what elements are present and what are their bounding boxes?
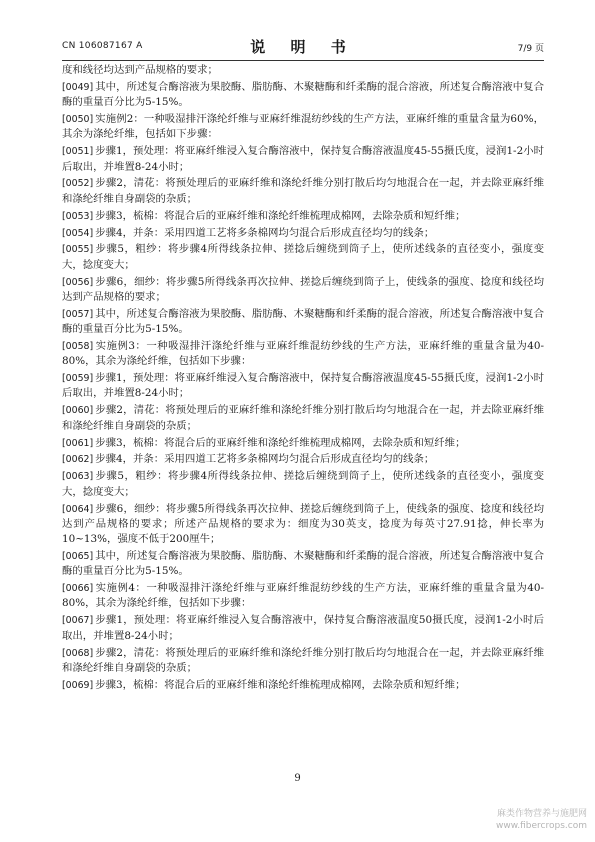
paragraph [62, 403, 544, 434]
paragraph-text: 其中，所述复合酶溶液为果胶酶、脂肪酶、木聚糖酶和纤柔酶的混合溶液，所述复合酶溶液中复合酶的重量百分比为5-15%。 [62, 80, 544, 109]
page-number: 9 [294, 773, 301, 784]
paragraph [62, 613, 544, 644]
paragraph-number: [0060] [62, 405, 94, 417]
paragraph-number: [0063] [62, 471, 94, 483]
paragraph-number: [0050] [62, 114, 94, 126]
publication-number: CN 106087167 A [62, 41, 143, 51]
paragraph-text: 步骤5，粗纱：将步骤4所得线条拉伸、搓捻后缠绕到筒子上，使所述线条的直径变小，强度变大，捻度变大； [62, 243, 544, 271]
watermark [496, 808, 587, 832]
paragraph [62, 436, 544, 451]
paragraph [62, 63, 544, 78]
paragraph-text: 实施例3：一种吸湿排汗涤纶纤维与亚麻纤维混纺纱线的生产方法，亚麻纤维的重量含量为40-80%，其余为涤纶纤维，包括如下步骤： [62, 339, 544, 368]
header-rule [62, 60, 544, 61]
paragraph-text: 度和线径均达到产品规格的要求； [62, 64, 218, 76]
page-header [62, 36, 544, 58]
paragraph [62, 242, 544, 273]
paragraph [62, 226, 544, 241]
paragraph-text: 步骤6，细纱：将步骤5所得线条再次拉伸、搓捻后缠绕到筒子上，使线条的强度、捻度和线径均达到产品规格的要求； [62, 275, 544, 303]
paragraph-number: [0051] [62, 146, 94, 158]
paragraph-text: 步骤3，梳棉：将混合后的亚麻纤维和涤纶纤维梳理成棉网，去除杂质和短纤维； [95, 209, 466, 222]
paragraph [62, 112, 544, 143]
paragraph [62, 581, 544, 612]
paragraph-text: 步骤1，预处理：将亚麻纤维浸入复合酶溶液中，保持复合酶溶液温度45-55摄氏度，浸润1-2小时后取出，并堆置8-24小时； [62, 145, 544, 173]
paragraph-text: 步骤4，并条：采用四道工艺将多条棉网均匀混合后形成直径均匀的线条； [95, 226, 435, 239]
paragraph-number: [0057] [62, 308, 94, 320]
paragraph-text: 实施例2：一种吸湿排汗涤纶纤维与亚麻纤维混纺纱线的生产方法，亚麻纤维的重量含量为60%，其余为涤纶纤维，包括如下步骤： [62, 113, 544, 141]
paragraph-number: [0056] [62, 276, 94, 288]
paragraph-text: 步骤2，清花：将预处理后的亚麻纤维和涤纶纤维分别打散后均匀地混合在一起，并去除亚麻纤维和涤纶纤维自身副袋的杂质； [62, 404, 544, 432]
paragraph [62, 80, 544, 111]
paragraph-number: [0059] [62, 373, 94, 385]
paragraph-number: [0054] [62, 227, 94, 239]
paragraph-number: [0065] [62, 551, 94, 562]
paragraph-number: [0061] [62, 437, 94, 449]
page-indicator: 7/9 页 [517, 44, 544, 54]
paragraph-text: 步骤2，清花：将预处理后的亚麻纤维和涤纶纤维分别打散后均匀地混合在一起，并去除亚麻纤维和涤纶纤维自身副袋的杂质； [62, 646, 544, 674]
paragraph-text: 步骤3，梳棉：将混合后的亚麻纤维和涤纶纤维梳理成棉网，去除杂质和短纤维； [95, 678, 466, 691]
paragraph-number: [0053] [62, 210, 94, 222]
paragraph [62, 176, 544, 207]
paragraph-text: 步骤1，预处理：将亚麻纤维浸入复合酶溶液中，保持复合酶溶液温度45-55摄氏度，浸润1-2小时后取出，并堆置8-24小时； [62, 372, 544, 400]
paragraph-text: 步骤1，预处理：将亚麻纤维浸入复合酶溶液中，保持复合酶溶液温度50摄氏度，浸润1-2小时后取出，并堆置8-24小时； [62, 614, 544, 642]
paragraph-text: 其中，所述复合酶溶液为果胶酶、脂肪酶、木聚糖酶和纤柔酶的混合溶液，所述复合酶溶液中复合酶的重量百分比为5-15%。 [62, 307, 544, 336]
paragraph-text: 步骤5，粗纱：将步骤4所得线条拉伸、搓捻后缠绕到筒子上，使所述线条的直径变小，强度变大，捻度变大； [62, 470, 544, 498]
paragraph [62, 144, 544, 175]
paragraph [62, 307, 544, 338]
paragraph-text: 步骤3，梳棉：将混合后的亚麻纤维和涤纶纤维梳理成棉网，去除杂质和短纤维； [95, 436, 466, 449]
watermark-site-name: 麻类作物营养与施肥网 [496, 809, 587, 819]
paragraph-number: [0062] [62, 454, 94, 466]
paragraph [62, 646, 544, 677]
paragraph [62, 549, 544, 580]
paragraph [62, 469, 544, 500]
watermark-url: www.fibercrops.com [496, 821, 587, 831]
paragraph-number: [0049] [62, 81, 94, 93]
paragraph [62, 502, 544, 548]
paragraph-number: [0067] [62, 615, 94, 627]
paragraph-text: 实施例4：一种吸湿排汗涤纶纤维与亚麻纤维混纺纱线的生产方法，亚麻纤维的重量含量为40-80%，其余为涤纶纤维，包括如下步骤： [62, 582, 544, 610]
paragraph-text: 步骤4，并条：采用四道工艺将多条棉网均匀混合后形成直径均匀的线条； [95, 453, 435, 466]
paragraph-number: [0058] [62, 340, 94, 352]
paragraph-number: [0064] [62, 503, 94, 515]
paragraph [62, 275, 544, 306]
paragraph [62, 371, 544, 402]
paragraph-text: 步骤2，清花：将预处理后的亚麻纤维和涤纶纤维分别打散后均匀地混合在一起，并去除亚麻纤维和涤纶纤维自身副袋的杂质； [62, 177, 544, 205]
paragraph-number: [0066] [62, 583, 94, 595]
paragraph-number: [0055] [62, 244, 94, 256]
paragraph [62, 209, 544, 224]
paragraph [62, 678, 544, 693]
paragraph-number: [0052] [62, 178, 94, 190]
paragraph-text: 步骤6，细纱：将步骤5所得线条再次拉伸、搓捻后缠绕到筒子上，使线条的强度、捻度和线径均达到产品规格的要求；所述产品规格的要求为：细度为30英支，捻度为每英寸27.91捻，伸长率为10~13%，强度不低于200厘牛； [62, 502, 544, 546]
document-body [62, 63, 544, 695]
paragraph-number: [0069] [62, 679, 94, 691]
document-title: 说 明 书 [250, 38, 356, 56]
paragraph [62, 452, 544, 467]
paragraph [62, 339, 544, 370]
paragraph-text: 其中，所述复合酶溶液为果胶酶、脂肪酶、木聚糖酶和纤柔酶的混合溶液，所述复合酶溶液中复合酶的重量百分比为5-15%。 [62, 550, 544, 578]
paragraph-number: [0068] [62, 647, 94, 659]
